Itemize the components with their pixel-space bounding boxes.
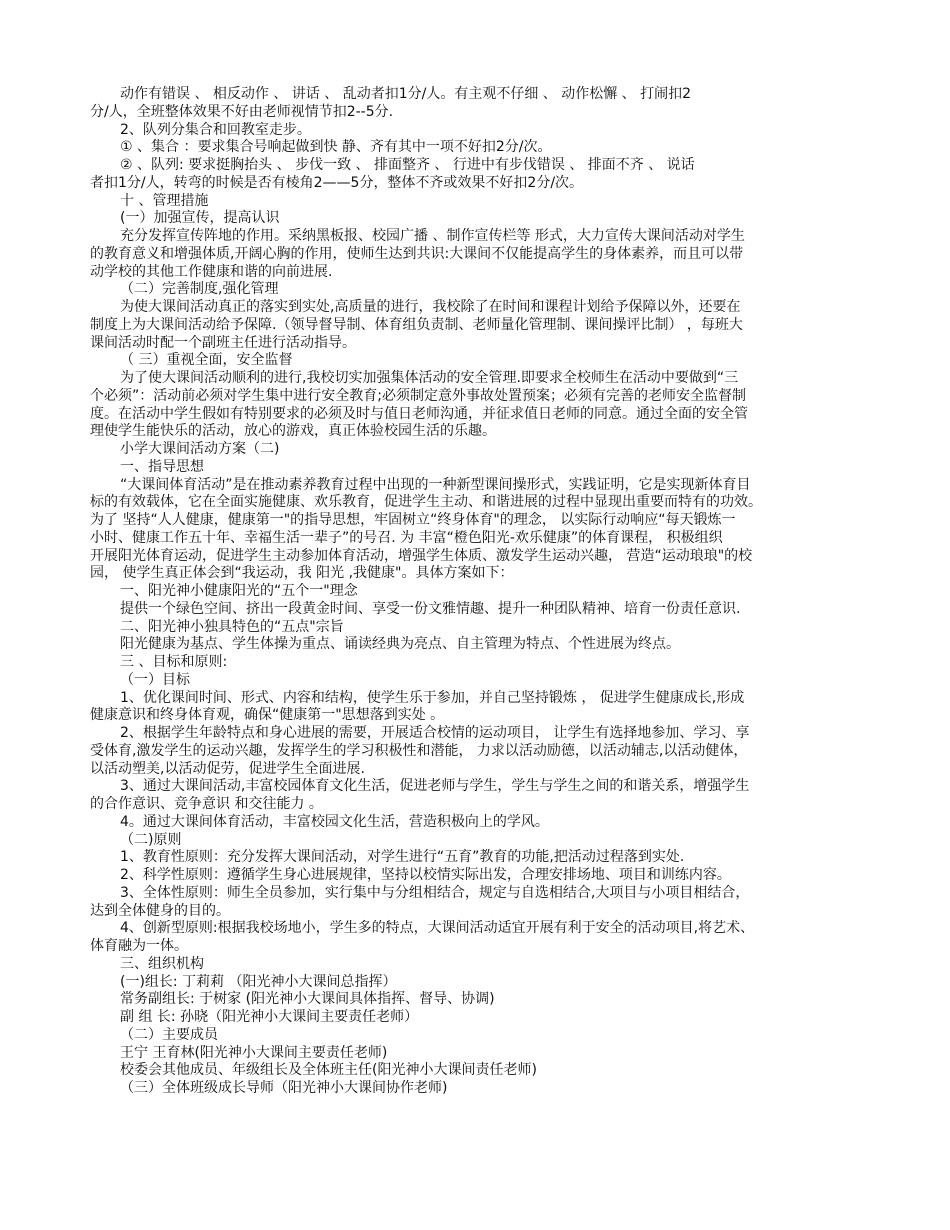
text-line: 王宁 王育林(阳光神小大课间主要责任老师) (120, 1044, 388, 1061)
text-line: 一、阳光神小健康阳光的“五个一"理念 (120, 583, 358, 599)
text-line: 小学大课间活动方案（二) (120, 441, 280, 457)
text-line: 提供一个绿色空间、挤出一段黄金时间、享受一份文雅情趣、提升一种团队精神、培育一份责任意识. (120, 600, 741, 617)
text-line: 的合作意识、竞争意识 和交往能力 。 (90, 796, 323, 812)
text-line: 1、教育性原则：充分发挥大课间活动，对学生进行“五育”教育的功能,把活动过程落到实处. (120, 849, 685, 866)
text-line: 园， 使学生真正体会到“我运动，我 阳光 ,我健康"。具体方案如下： (90, 565, 514, 582)
text-line: 常务副组长: 于树家 (阳光神小大课间具体指挥、督导、协调) (120, 991, 495, 1008)
text-line: 副 组 长: 孙晓（阳光神小大课间主要责任老师） (120, 1009, 419, 1025)
text-line: (一）加强宣传，提高认识 (120, 210, 280, 227)
text-line: 健康意识和终身体育观，确保“健康第一"思想落到实处 。 (90, 707, 445, 724)
text-line: 阳光健康为基点、学生体操为重点、诵读经典为亮点、自主管理为特点、个性进展为终点。 (120, 636, 680, 653)
text-line: 3、全体性原则：师生全员参加，实行集中与分组相结合，规定与自选相结合,大项目与小项目相结合， (120, 884, 750, 901)
text-line: 标的有效载体，它在全面实施健康、欢乐教育，促进学生主动、和谐进展的过程中显现出重要而特有的功效。 (90, 494, 762, 511)
text-line: 2、科学性原则：遵循学生身心进展规律，坚持以校情实际出发，合理安排场地、项目和训练内容。 (120, 867, 731, 883)
text-line: 理使学生能快乐的活动，放心的游戏，真正体验校园生活的乐趣。 (90, 423, 496, 440)
text-line: 动学校的其他工作健康和谐的向前进展. (90, 263, 333, 280)
text-line: 2、根据学生年龄特点和身心进展的需要，开展适合校情的运动项目， 让学生有选择地参加、学习、享 (120, 725, 750, 741)
text-line: 为了 坚持“人人健康，健康第一"的指导思想，牢固树立“终身体育"的理念， 以实际行动响应“每天锻炼一 (90, 512, 736, 528)
text-line: 三 、目标和原则: (120, 654, 228, 670)
text-line: 课间活动时配一个副班主任进行活动指导。 (90, 334, 356, 351)
text-line: 三、组织机构 (120, 955, 204, 972)
text-line: 为使大课间活动真正的落实到实处,高质量的进行，我校除了在时间和课程计划给予保障以外，还要在 (120, 299, 741, 315)
text-line: 二、阳光神小独具特色的“五点"宗旨 (120, 618, 344, 635)
text-line: （一）目标 (120, 671, 190, 688)
text-line: 以活动塑美,以活动促劳，促进学生全面进展. (90, 760, 365, 777)
text-line: 1、优化课间时间、形式、内容和结构，使学生乐于参加，并自己坚持锻炼 ， 促进学生健康成长,形成 (120, 689, 745, 706)
text-line: 4。通过大课间体育活动，丰富校园文化生活，营造积极向上的学风。 (120, 813, 549, 830)
text-line: 充分发挥宣传阵地的作用。采纳黑板报、校园广播 、制作宣传栏等 形式，大力宣传大课间活动对学生 (120, 228, 745, 244)
text-line: 的教育意义和增强体质,开阔心胸的作用，使师生达到共识:大课间不仅能提高学生的身体素养，而且可以带 (90, 245, 744, 262)
text-line: 达到全体健身的目的。 (90, 902, 230, 919)
text-line: 4、创新型原则:根据我校场地小，学生多的特点，大课间活动适宜开展有利于安全的活动项目,将艺术、 (120, 920, 755, 937)
text-line: ① 、集合 ：要求集合号响起做到快 静、齐有其中一项不好扣2分/次。 (120, 139, 552, 156)
text-line: 分/人，全班整体效果不好由老师视情节扣2--5分. (90, 103, 394, 120)
text-line: （ 三）重视全面，安全监督 (120, 352, 293, 369)
text-line: （二）主要成员 (120, 1026, 218, 1043)
text-line: ② 、队列: 要求挺胸抬头 、 步伐一致 、 排面整齐 、 行进中有步伐错误 、 排面不齐 、 说话 (120, 157, 695, 173)
text-line: 3、通过大课间活动,丰富校园体育文化生活，促进老师与学生，学生与学生之间的和谐关系，增强学生 (120, 778, 750, 795)
text-line: (一)组长: 丁莉莉 （阳光神小大课间总指挥） (120, 973, 397, 990)
text-line: 2、队列分集合和回教室走步。 (120, 121, 311, 138)
text-line: 十 、管理措施 (120, 192, 209, 209)
text-line: 度。在活动中学生假如有特别要求的必须及时与值日老师沟通，并征求值日老师的同意。通过全面的安全管 (90, 405, 748, 422)
text-line: 动作有错误 、 相反动作 、 讲话 、 乱动者扣1分/人。有主观不仔细 、 动作松懈 、 打闹扣2 (120, 86, 692, 102)
text-line: “大课间体育活动”是在推动素养教育过程中出现的一种新型课间操形式，实践证明，它是实现新体育目 (120, 476, 751, 493)
text-line: 为了使大课间活动顺利的进行,我校切实加强集体活动的安全管理.即要求全校师生在活动中要做到“三 (120, 370, 739, 386)
text-line: 制度上为大课间活动给予保障.（领导督导制、体育组负责制、老师量化管理制、课间操评比制） ，每班大 (90, 316, 743, 333)
text-line: 者扣1分/人，转弯的时候是否有棱角2——5分，整体不齐或效果不好扣2分/次。 (90, 174, 584, 191)
text-line: 个必须”：活动前必须对学生集中进行安全教育;必须制定意外事故处置预案；必须有完善的老师安全监督制 (90, 387, 746, 404)
text-line: 一、指导思想 (120, 458, 204, 475)
text-line: （二)原则 (120, 831, 182, 848)
text-line: 开展阳光体育运动，促进学生主动参加体育活动，增强学生体质、激发学生运动兴趣， 营造“运动琅琅"的校 (90, 547, 753, 564)
text-line: 小时、健康工作五十年、幸福生活一辈子”的号召. 为 丰富“橙色阳光-欢乐健康”的体育课程， 积极组织 (90, 529, 723, 546)
text-line: （三）全体班级成长导师（阳光神小大课间协作老师) (120, 1080, 448, 1096)
text-line: 体育融为一体。 (90, 938, 188, 954)
text-line: 受体育,激发学生的运动兴趣，发挥学生的学习积极性和潜能， 力求以活动励德，以活动辅志,以活动健体， (90, 742, 748, 759)
text-line: （二）完善制度,强化管理 (120, 281, 279, 298)
text-line: 校委会其他成员、年级组长及全体班主任(阳光神小大课间责任老师) (120, 1062, 537, 1079)
